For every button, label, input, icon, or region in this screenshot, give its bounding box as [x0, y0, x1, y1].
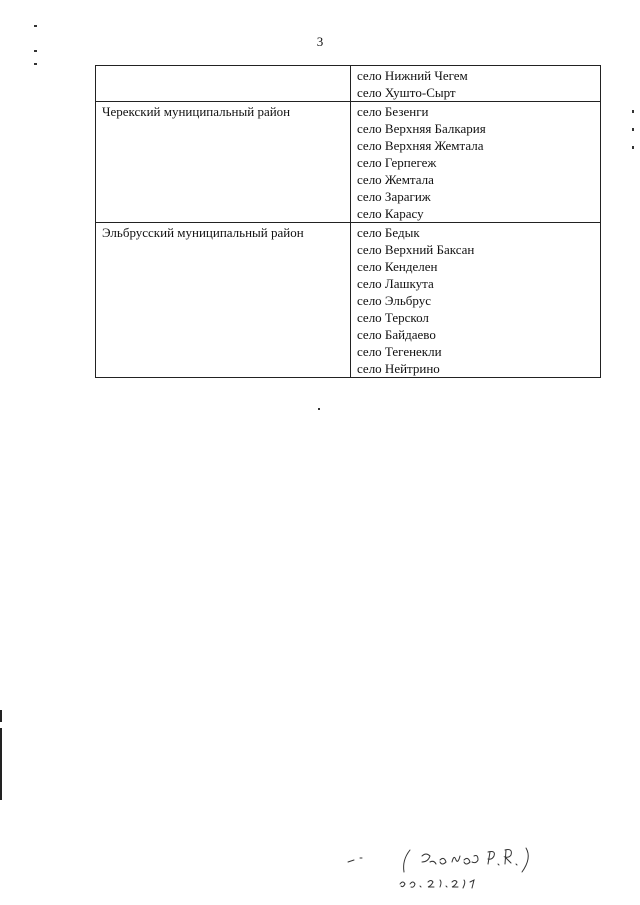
village-name: село Герпегеж — [357, 155, 437, 170]
village-name: село Жемтала — [357, 172, 434, 187]
villages-cell — [351, 223, 601, 378]
village-name: село Нейтрино — [357, 361, 440, 376]
village-name: село Бедык — [357, 225, 420, 240]
village-name: село Лашкута — [357, 276, 434, 291]
village-name: село Кенделен — [357, 259, 438, 274]
scan-mark — [632, 128, 634, 131]
table-row — [96, 102, 601, 223]
scan-mark — [632, 146, 634, 149]
district-cell: Черекский муниципальный район — [96, 102, 351, 223]
table-body — [96, 66, 601, 378]
scan-edge-bar — [0, 728, 2, 800]
village-name: село Верхняя Балкария — [357, 121, 486, 136]
village-name: село Терскол — [357, 310, 429, 325]
village-name: село Нижний Чегем — [357, 68, 468, 83]
villages-cell — [351, 66, 601, 102]
villages-cell — [351, 102, 601, 223]
village-name: село Карасу — [357, 206, 424, 221]
village-name: село Тегенекли — [357, 344, 442, 359]
page-number: 3 — [316, 34, 324, 49]
scan-mark — [34, 25, 37, 27]
table-row — [96, 66, 601, 102]
scan-mark — [34, 63, 37, 65]
scan-mark — [34, 50, 37, 52]
village-name: село Эльбрус — [357, 293, 431, 308]
handwritten-signature — [340, 842, 560, 902]
scan-mark — [318, 408, 320, 410]
village-name: село Верхний Баксан — [357, 242, 475, 257]
table-row — [96, 223, 601, 378]
village-name: село Безенги — [357, 104, 429, 119]
village-name: село Хуштo-Сырт — [357, 85, 456, 100]
village-name: село Зарагиж — [357, 189, 431, 204]
scan-mark — [632, 110, 634, 113]
village-name: село Верхняя Жемтала — [357, 138, 484, 153]
settlements-table — [95, 65, 601, 378]
signature-drawing — [340, 842, 560, 897]
scan-edge-bar — [0, 710, 2, 722]
district-cell: Эльбрусский муниципальный район — [96, 223, 351, 378]
district-cell — [96, 66, 351, 102]
village-name: село Байдаево — [357, 327, 436, 342]
